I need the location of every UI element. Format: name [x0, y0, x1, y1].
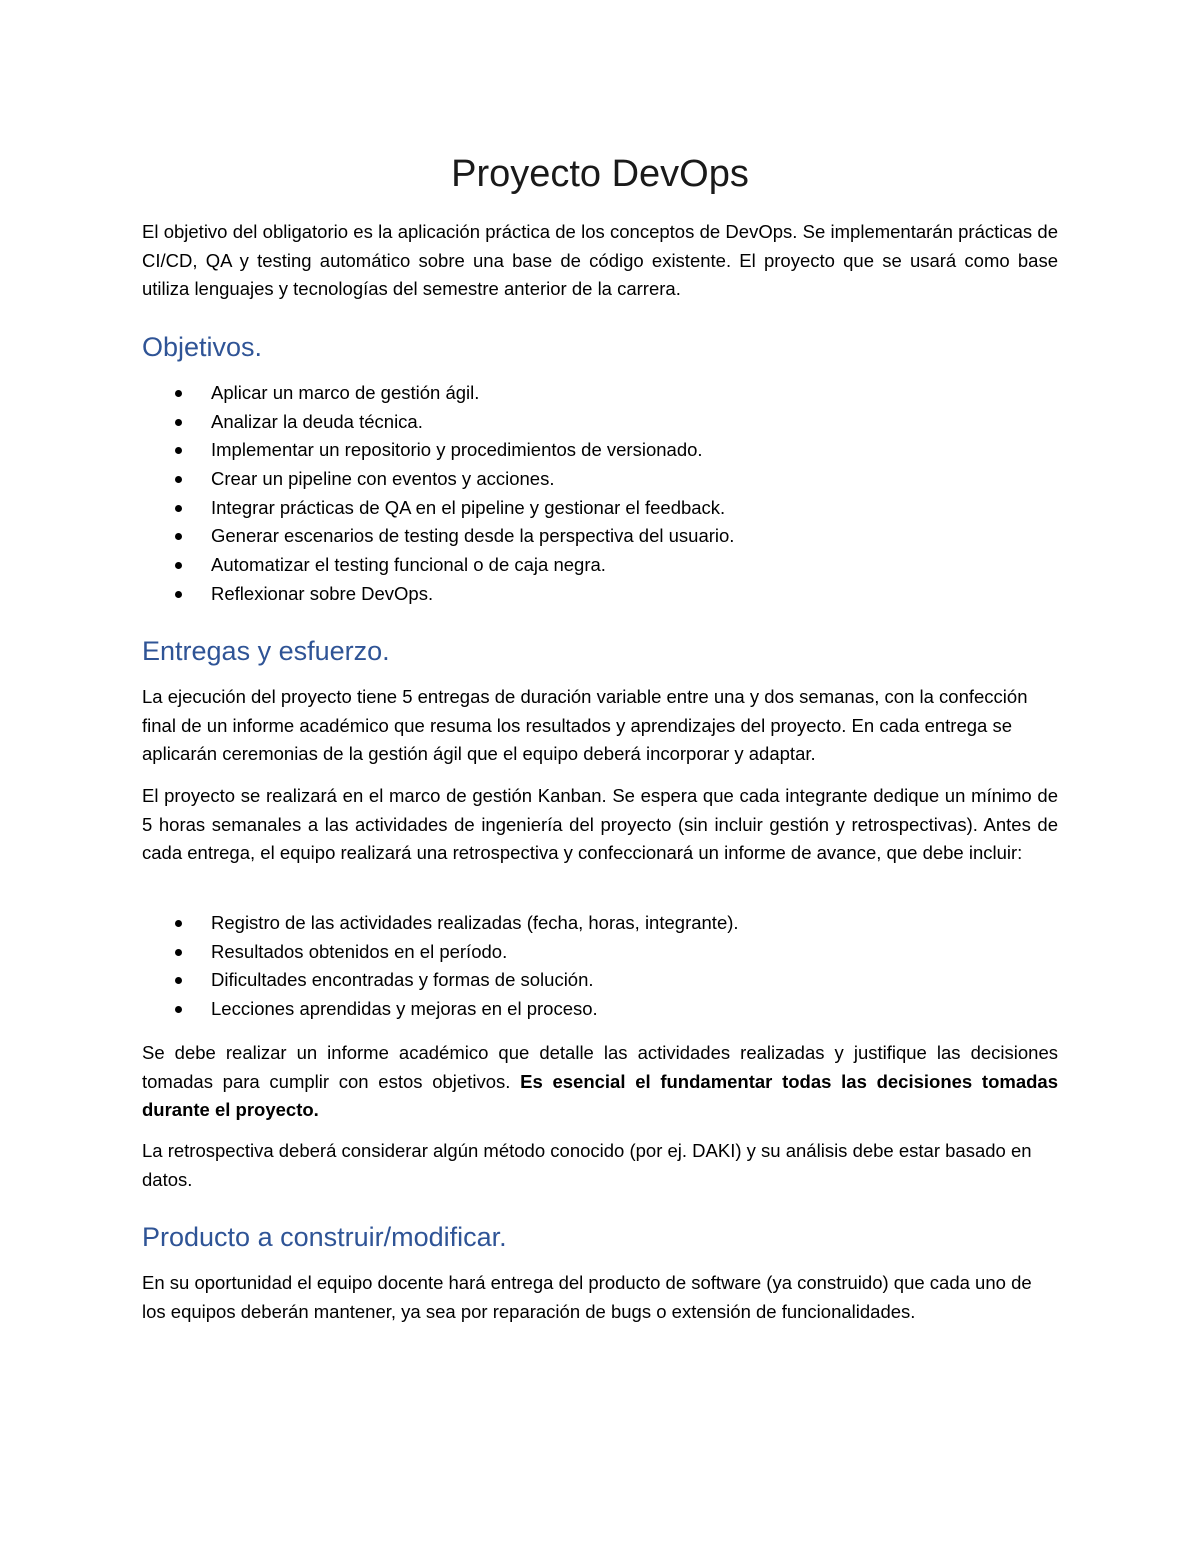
bullet-icon: [175, 591, 182, 598]
entregas-paragraph-3-text: Se debe realizar un informe académico que detalle las actividades realizadas y justifique las decisiones tomadas para cumplir con estos objetivos.: [142, 1042, 1058, 1092]
bullet-icon: [175, 949, 182, 956]
objetivos-heading: Objetivos.: [142, 332, 263, 362]
list-item-text: Registro de las actividades realizadas (fecha, horas, integrante).: [211, 912, 739, 933]
list-item: [142, 909, 1058, 938]
list-item: [142, 995, 1058, 1024]
list-item-text: Dificultades encontradas y formas de solución.: [211, 969, 594, 991]
list-item-text: Resultados obtenidos en el período.: [211, 940, 508, 962]
objetivos-list: [142, 379, 1058, 609]
list-item: [142, 408, 1058, 437]
informe-contents-list: [142, 909, 1058, 1024]
list-item: [142, 494, 1058, 523]
list-item-text: Integrar prácticas de QA en el pipeline y gestionar el feedback.: [211, 496, 726, 518]
list-item-text: Generar escenarios de testing desde la perspectiva del usuario.: [211, 525, 735, 547]
list-item: [142, 465, 1058, 494]
list-item: [142, 551, 1058, 580]
entregas-paragraph-1-block: [142, 683, 1058, 769]
bullet-icon: [175, 562, 182, 569]
producto-paragraph: En su oportunidad el equipo docente hará entrega del producto de software (ya construido) que cada uno de los equipos deberán mantener, ya sea por reparación de bugs o extensión de funcionalidades.: [142, 1272, 1032, 1322]
bullet-icon: [175, 920, 182, 927]
bullet-icon: [175, 505, 182, 512]
entregas-paragraph-2: El proyecto se realizará en el marco de gestión Kanban. Se espera que cada integrante dedique un mínimo de 5 horas semanales a las actividades de ingeniería del proyecto (sin incluir gestión y retrospectivas). Antes de cada entrega, el equipo realizará una retrospectiva y confeccionará un informe de avance, que debe incluir:: [142, 785, 1058, 863]
list-item-text: Reflexionar sobre DevOps.: [211, 582, 434, 604]
list-item: [142, 522, 1058, 551]
list-item-text: Automatizar el testing funcional o de caja negra.: [211, 554, 606, 576]
bullet-icon: [175, 447, 182, 454]
bullet-icon: [175, 1006, 182, 1013]
list-item-text: Analizar la deuda técnica.: [211, 410, 423, 432]
bullet-icon: [175, 533, 182, 540]
bullet-icon: [175, 390, 182, 397]
entregas-paragraph-3-block: [142, 1039, 1058, 1125]
entregas-paragraph-1: La ejecución del proyecto tiene 5 entregas de duración variable entre una y dos semanas, con la confección final de un informe académico que resuma los resultados y aprendizajes del proyecto. En cada entrega se aplicarán ceremonias de la gestión ágil que el equipo deberá incorporar y adaptar.: [142, 686, 1028, 764]
list-item: [142, 938, 1058, 967]
list-item: [142, 966, 1058, 995]
document-title: Proyecto DevOps: [451, 153, 749, 195]
entregas-heading: Entregas y esfuerzo.: [142, 636, 390, 666]
entregas-paragraph-4-block: [142, 1137, 1058, 1194]
intro-paragraph: El objetivo del obligatorio es la aplicación práctica de los conceptos de DevOps. Se implementarán prácticas de CI/CD, QA y testing automático sobre una base de código existente. El proyecto que se usará como base utiliza lenguajes y tecnologías del semestre anterior de la carrera.: [142, 221, 1058, 299]
list-item-text: Crear un pipeline con eventos y acciones.: [211, 468, 555, 490]
bullet-icon: [175, 476, 182, 483]
list-item: [142, 379, 1058, 408]
producto-paragraph-block: [142, 1269, 1058, 1326]
list-item-text: Lecciones aprendidas y mejoras en el proceso.: [211, 998, 598, 1020]
entregas-paragraph-2-block: [142, 782, 1058, 868]
producto-heading: Producto a construir/modificar.: [142, 1222, 507, 1252]
intro-paragraph-block: [142, 218, 1058, 304]
entregas-paragraph-4: La retrospectiva deberá considerar algún método conocido (por ej. DAKI) y su análisis debe estar basado en datos.: [142, 1140, 1032, 1190]
bullet-icon: [175, 977, 182, 984]
list-item-text: Aplicar un marco de gestión ágil.: [211, 382, 480, 403]
bullet-icon: [175, 419, 182, 426]
entregas-paragraph-3-emphasis: Es esencial el fundamentar todas las decisiones tomadas durante el proyecto.: [142, 1070, 1058, 1120]
entregas-paragraph-3: [142, 1039, 1058, 1125]
list-item: [142, 436, 1058, 465]
list-item: [142, 580, 1058, 609]
list-item-text: Implementar un repositorio y procedimientos de versionado.: [211, 439, 703, 461]
